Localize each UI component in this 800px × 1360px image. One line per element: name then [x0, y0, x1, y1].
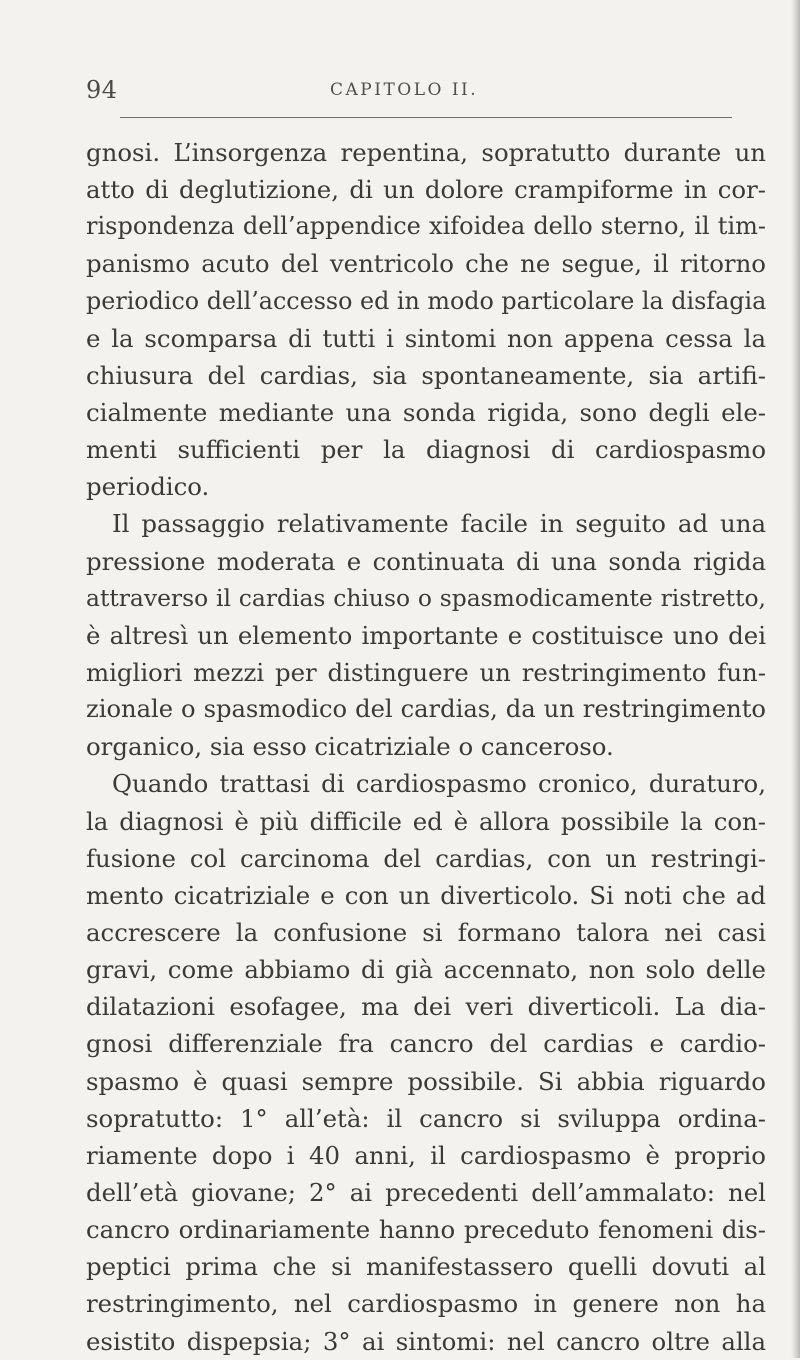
text-line: restringimento, nel cardiospasmo in genere non ha [86, 1289, 766, 1319]
text-line: è altresì un elemento importante e costituisce uno dei [86, 620, 766, 650]
text-line: cancro ordinariamente hanno preceduto fenomeni dis- [86, 1215, 766, 1245]
text-line: zionale o spasmodico del cardias, da un restringimento [86, 695, 766, 724]
text-line: peptici prima che si manifestassero quelli dovuti al [86, 1252, 766, 1282]
text-line: cialmente mediante una sonda rigida, sono degli ele- [86, 397, 766, 427]
text-line: Quando trattasi di cardiospasmo cronico, duraturo, [112, 769, 766, 799]
text-line: sopratutto: 1° all’età: il cancro si sviluppa ordina- [86, 1103, 766, 1133]
text-line: periodico. [86, 472, 210, 502]
text-line: organico, sia esso cicatriziale o canceroso. [86, 732, 614, 762]
text-line: la diagnosi è più difficile ed è allora possibile la con- [86, 806, 766, 836]
text-line: Il passaggio relativamente facile in seguito ad una [112, 509, 766, 539]
text-line: riamente dopo i 40 anni, il cardiospasmo è proprio [86, 1140, 766, 1170]
page-edge-shadow [791, 0, 800, 1358]
text-line: gnosi. L’insorgenza repentina, sopratutto durante un [86, 138, 766, 167]
page-number: 94 [86, 76, 118, 104]
text-line: periodico dell’accesso ed in modo particolare la disfagia [86, 286, 767, 315]
text-line: mento cicatriziale e con un diverticolo. Si noti che ad [86, 880, 766, 910]
header-rule [120, 117, 732, 118]
running-head: CAPITOLO II. [330, 80, 479, 100]
text-line: dell’età giovane; 2° ai precedenti dell’ammalato: nel [86, 1177, 766, 1207]
text-line: migliori mezzi per distinguere un restringimento fun- [86, 657, 766, 687]
text-line: accrescere la confusione si formano talora nei casi [86, 917, 766, 947]
text-line: gravi, come abbiamo di già accennato, non solo delle [86, 955, 766, 985]
text-line: rispondenza dell’appendice xifoidea dello sterno, il tim- [86, 212, 766, 241]
text-line: esistito dispepsia; 3° ai sintomi: nel cancro oltre alla [86, 1326, 766, 1356]
text-line: panismo acuto del ventricolo che ne segue, il ritorno [86, 249, 766, 279]
text-line: chiusura del cardias, sia spontaneamente, sia artifi- [86, 360, 766, 390]
text-line: atto di deglutizione, di un dolore crampiforme in cor- [86, 175, 766, 205]
text-line: menti sufficienti per la diagnosi di cardiospasmo [86, 435, 766, 465]
body-text [86, 134, 766, 1360]
text-line: dilatazioni esofagee, ma dei veri diverticoli. La dia- [86, 992, 766, 1022]
page-header [0, 74, 800, 104]
text-line: fusione col carcinoma del cardias, con un restringi- [86, 843, 766, 873]
text-line: attraverso il cardias chiuso o spasmodicamente ristretto, [86, 583, 766, 612]
text-line: pressione moderata e continuata di una sonda rigida [86, 546, 766, 576]
text-line: gnosi differenziale fra cancro del cardias e cardio- [86, 1029, 766, 1059]
text-line: spasmo è quasi sempre possibile. Si abbia riguardo [86, 1066, 766, 1096]
text-line: e la scomparsa di tutti i sintomi non appena cessa la [86, 323, 766, 353]
